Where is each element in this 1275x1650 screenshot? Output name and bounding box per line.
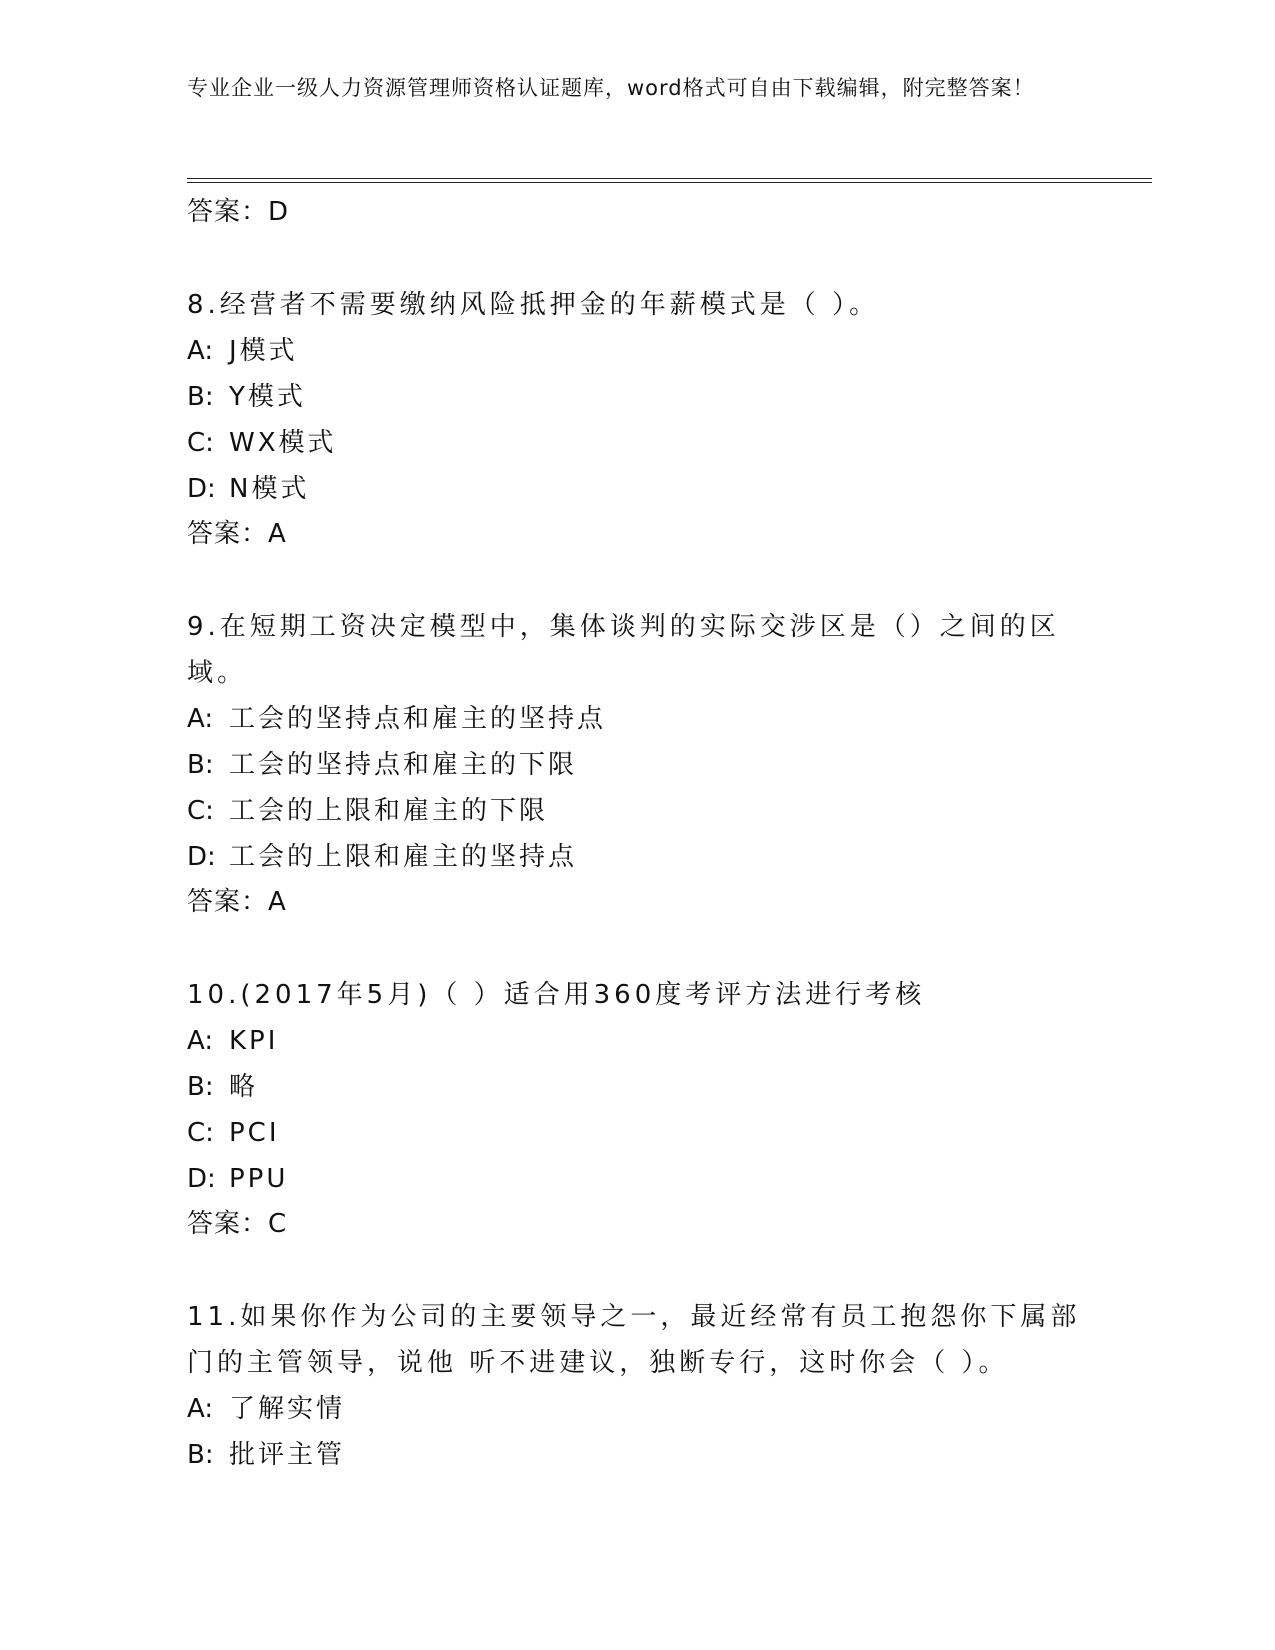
- option-text: Y模式: [229, 382, 306, 412]
- question-block: [187, 604, 1087, 924]
- option-key: A:: [187, 1394, 214, 1424]
- option-a: [187, 1018, 1087, 1064]
- option-a: [187, 328, 1087, 374]
- option-c: [187, 420, 1087, 466]
- option-d: [187, 466, 1087, 512]
- option-key: C:: [187, 428, 214, 458]
- option-text: 工会的坚持点和雇主的坚持点: [229, 704, 607, 734]
- option-text: PPU: [229, 1164, 289, 1194]
- option-key: A:: [187, 704, 214, 734]
- option-text: 工会的坚持点和雇主的下限: [229, 750, 578, 780]
- answer-line: 答案：C: [187, 1209, 288, 1239]
- question-block: [187, 972, 1087, 1246]
- option-key: C:: [187, 1118, 214, 1148]
- question-stem: 10.(2017年5月)（ ）适合用360度考评方法进行考核: [187, 980, 926, 1010]
- option-text: 工会的上限和雇主的下限: [229, 796, 549, 826]
- question-block: [187, 1294, 1087, 1478]
- option-text: J模式: [229, 336, 298, 366]
- header-divider-double: [187, 182, 1152, 183]
- option-b: [187, 742, 1087, 788]
- option-key: A:: [187, 336, 214, 366]
- option-b: [187, 1064, 1087, 1110]
- question-stem: 8.经营者不需要缴纳风险抵押金的年薪模式是（ ）。: [187, 290, 880, 320]
- option-text: 了解实情: [229, 1394, 346, 1424]
- answer-line: 答案：D: [187, 197, 290, 227]
- option-d: [187, 834, 1087, 880]
- question-stem: 9.在短期工资决定模型中，集体谈判的实际交涉区是（）之间的区域。: [187, 612, 1060, 688]
- option-text: 工会的上限和雇主的坚持点: [229, 842, 578, 872]
- option-key: D:: [187, 1164, 216, 1194]
- option-a: [187, 696, 1087, 742]
- option-c: [187, 1110, 1087, 1156]
- option-key: B:: [187, 1440, 214, 1470]
- option-key: B:: [187, 382, 214, 412]
- option-a: [187, 1386, 1087, 1432]
- question-stem: 11.如果你作为公司的主要领导之一，最近经常有员工抱怨你下属部门的主管领导，说他 听不进建议，独断专行，这时你会（ ）。: [187, 1302, 1081, 1378]
- option-text: KPI: [229, 1026, 279, 1056]
- option-text: N模式: [229, 474, 310, 504]
- answer-line: 答案：A: [187, 519, 287, 549]
- option-text: WX模式: [229, 428, 337, 458]
- option-key: D:: [187, 474, 216, 504]
- question-content: [187, 190, 1087, 1478]
- option-b: [187, 1432, 1087, 1478]
- option-key: C:: [187, 796, 214, 826]
- option-key: D:: [187, 842, 216, 872]
- option-text: 批评主管: [229, 1440, 346, 1470]
- option-key: A:: [187, 1026, 214, 1056]
- option-b: [187, 374, 1087, 420]
- header-divider: [187, 178, 1152, 179]
- answer-line: 答案：A: [187, 887, 287, 917]
- option-c: [187, 788, 1087, 834]
- question-block: [187, 282, 1087, 556]
- option-key: B:: [187, 750, 214, 780]
- page-header: 专业企业一级人力资源管理师资格认证题库，word格式可自由下载编辑，附完整答案！: [187, 76, 1035, 100]
- option-text: 略: [229, 1072, 259, 1102]
- option-key: B:: [187, 1072, 214, 1102]
- option-d: [187, 1156, 1087, 1202]
- option-text: PCI: [229, 1118, 280, 1148]
